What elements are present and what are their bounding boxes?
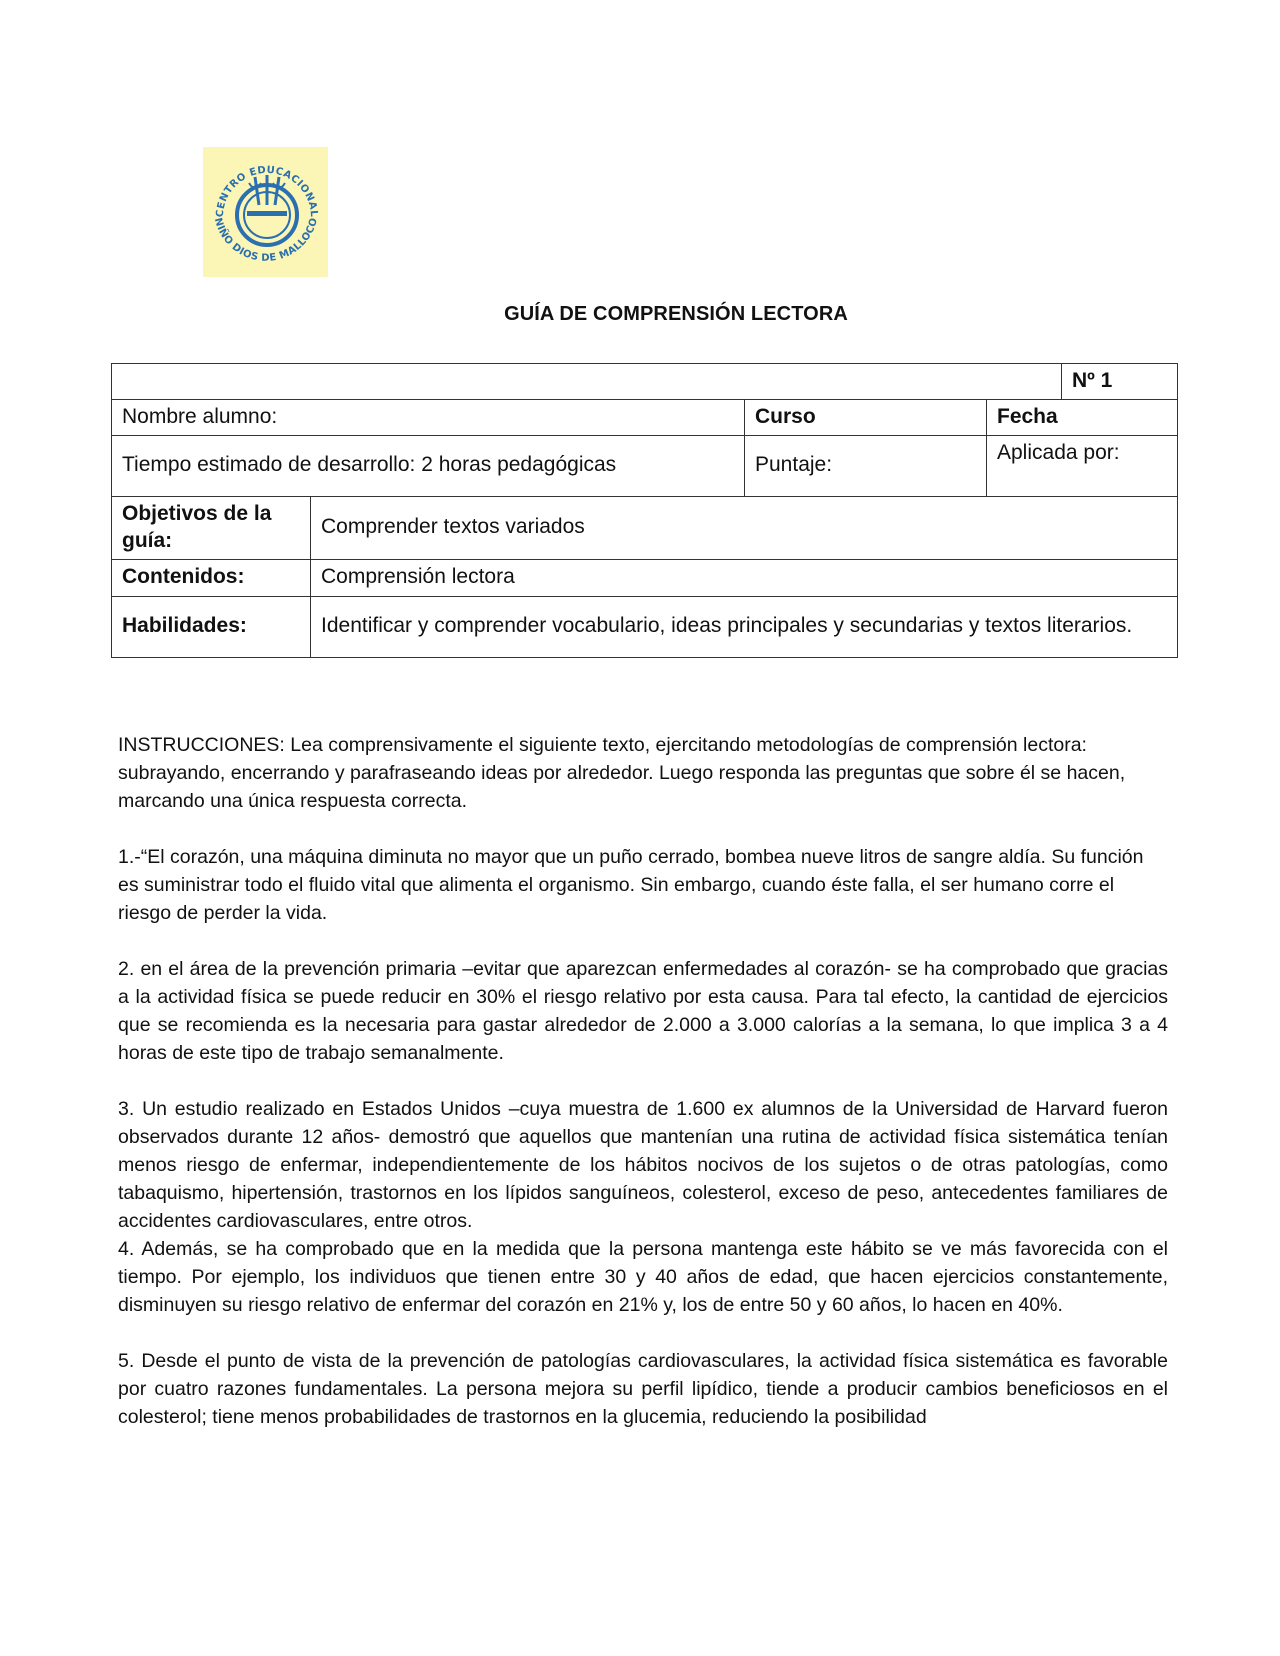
score-label: Puntaje: (745, 435, 987, 496)
school-crest-icon (203, 147, 328, 277)
skills-label: Habilidades: (112, 596, 311, 657)
guide-number: Nº 1 (1062, 364, 1178, 400)
estimated-time-label: Tiempo estimado de desarrollo: 2 horas pedagógicas (112, 435, 745, 496)
paragraph-1: 1.-“El corazón, una máquina diminuta no mayor que un puño cerrado, bombea nueve litros de sangre aldía. Su función es suministrar todo el fluido vital que alimenta el organismo. Sin embargo, cuando éste falla, el ser humano corre el riesgo de perder la vida. (118, 846, 1144, 924)
reading-text (118, 731, 1168, 1459)
school-logo (203, 147, 328, 277)
contents-label: Contenidos: (112, 559, 311, 596)
applied-by-label: Aplicada por: (987, 435, 1178, 496)
skills-value: Identificar y comprender vocabulario, ideas principales y secundarias y textos literarios. (311, 596, 1178, 657)
date-label: Fecha (987, 399, 1178, 435)
paragraph-4: 4. Además, se ha comprobado que en la medida que la persona mantenga este hábito se ve más favorecida con el tiempo. Por ejemplo, los individuos que tienen entre 30 y 40 años de edad, que hacen ejercicios constantemente, disminuyen su riesgo relativo de enfermar del corazón en 21% y, los de entre 50 y 60 años, lo hacen en 40%. (118, 1238, 1168, 1316)
guide-info-table (111, 363, 1178, 658)
objectives-label: Objetivos de la guía: (112, 496, 311, 559)
contents-value: Comprensión lectora (311, 559, 1178, 596)
paragraph-5: 5. Desde el punto de vista de la prevención de patologías cardiovasculares, la actividad física sistemática es favorable por cuatro razones fundamentales. La persona mejora su perfil lipídico, tiende a producir cambios beneficiosos en el colesterol; tiene menos probabilidades de trastornos en la glucemia, reduciendo la posibilidad (118, 1350, 1168, 1428)
paragraph-2: 2. en el área de la prevención primaria –evitar que aparezcan enfermedades al corazón- se ha comprobado que gracias a la actividad física se puede reducir en 30% el riesgo relativo por esta causa. Para tal efecto, la cantidad de ejercicios que se recomienda es la necesaria para gastar alrededor de 2.000 a 3.000 calorías a la semana, lo que implica 3 a 4 horas de este tipo de trabajo semanalmente. (118, 958, 1168, 1064)
objectives-value: Comprender textos variados (311, 496, 1178, 559)
page-title: GUÍA DE COMPRENSIÓN LECTORA (504, 303, 848, 325)
paragraph-3: 3. Un estudio realizado en Estados Unidos –cuya muestra de 1.600 ex alumnos de la Universidad de Harvard fueron observados durante 12 años- demostró que aquellos que mantenían una rutina de actividad física sistemática tenían menos riesgo de enfermar, independientemente de los hábitos nocivos de los sujetos o de otras patologías, como tabaquismo, hipertensión, trastornos en los lípidos sanguíneos, colesterol, exceso de peso, antecedentes familiares de accidentes cardiovasculares, entre otros. (118, 1098, 1168, 1232)
svg-text:CENTRO EDUCACIONAL: CENTRO EDUCACIONAL (214, 164, 320, 218)
svg-text:NIÑO DIOS DE MALLOCO: NIÑO DIOS DE MALLOCO (211, 216, 321, 264)
course-label: Curso (745, 399, 987, 435)
instructions-paragraph: INSTRUCCIONES: Lea comprensivamente el siguiente texto, ejercitando metodologías de comprensión lectora: subrayando, encerrando y parafraseando ideas por alrededor. Luego responda las preguntas que sobre él se hacen, marcando una única respuesta correcta. (118, 734, 1126, 812)
student-name-label: Nombre alumno: (112, 399, 745, 435)
header-blank-cell (112, 364, 1062, 400)
